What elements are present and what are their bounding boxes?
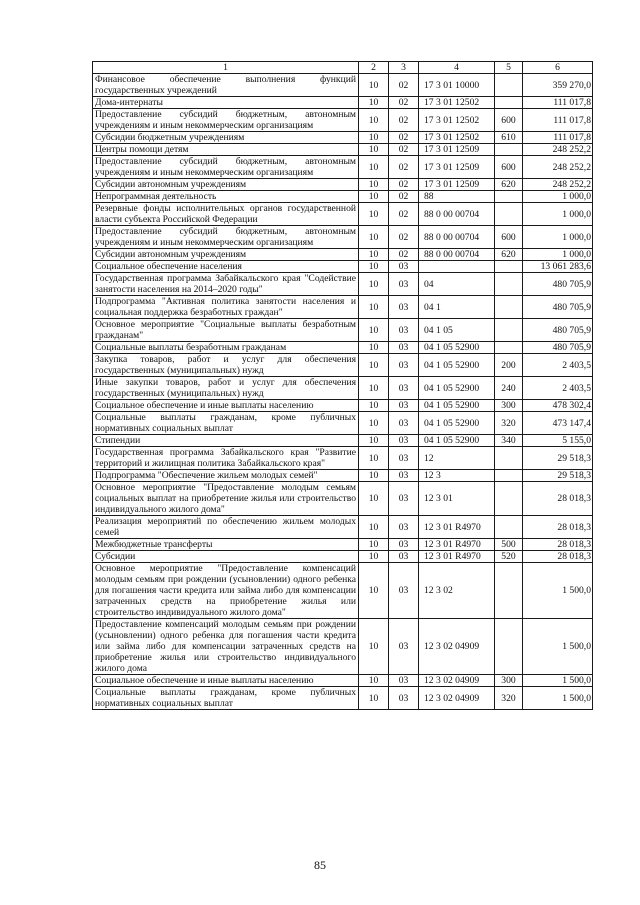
cell-target-article: 17 3 01 12502 [419, 132, 495, 144]
cell-name: Субсидии автономным учреждениям [93, 179, 359, 191]
cell-amount: 248 252,2 [523, 144, 593, 156]
table-row [93, 539, 593, 551]
cell-subsection: 03 [389, 435, 419, 447]
cell-section: 10 [359, 516, 389, 539]
cell-section: 10 [359, 482, 389, 516]
cell-section: 10 [359, 249, 389, 261]
table-row [93, 319, 593, 342]
cell-name: Подпрограмма "Обеспечение жильем молодых семей" [93, 470, 359, 482]
cell-amount: 480 705,9 [523, 319, 593, 342]
cell-expense-type [495, 203, 523, 226]
cell-target-article: 04 1 05 52900 [419, 342, 495, 354]
cell-subsection: 03 [389, 412, 419, 435]
cell-amount: 111 017,8 [523, 132, 593, 144]
cell-target-article: 12 3 01 R4970 [419, 551, 495, 563]
cell-amount: 1 500,0 [523, 687, 593, 710]
table-row [93, 226, 593, 249]
column-header-name: 1 [93, 62, 359, 74]
cell-subsection: 03 [389, 482, 419, 516]
cell-expense-type: 600 [495, 109, 523, 132]
cell-subsection: 02 [389, 249, 419, 261]
cell-section: 10 [359, 687, 389, 710]
table-row [93, 296, 593, 319]
cell-subsection: 02 [389, 226, 419, 249]
cell-section: 10 [359, 109, 389, 132]
table-row [93, 203, 593, 226]
cell-name: Непрограммная деятельность [93, 191, 359, 203]
cell-name: Основное мероприятие "Предоставление компенсаций молодым семьям при рождении (усыновлении) одного ребенка для погашения части кредита или займа либо для компенсации затраченных средств на приобретение жилья или строительство индивидуального жилого дома" [93, 563, 359, 619]
table-row [93, 447, 593, 470]
cell-target-article: 04 1 05 52900 [419, 435, 495, 447]
table-row [93, 132, 593, 144]
cell-subsection: 02 [389, 203, 419, 226]
cell-amount: 29 518,3 [523, 470, 593, 482]
cell-target-article: 04 1 05 52900 [419, 354, 495, 377]
cell-target-article: 04 [419, 273, 495, 296]
cell-section: 10 [359, 97, 389, 109]
table-row [93, 179, 593, 191]
cell-amount: 2 403,5 [523, 377, 593, 400]
cell-expense-type [495, 516, 523, 539]
cell-amount: 28 018,3 [523, 539, 593, 551]
cell-amount: 359 270,0 [523, 74, 593, 97]
cell-name: Подпрограмма "Активная политика занятости населения и социальная поддержка безработных граждан" [93, 296, 359, 319]
cell-amount: 29 518,3 [523, 447, 593, 470]
cell-subsection: 03 [389, 470, 419, 482]
cell-target-article: 17 3 01 12509 [419, 156, 495, 179]
cell-name: Социальное обеспечение и иные выплаты населению [93, 400, 359, 412]
cell-expense-type: 620 [495, 249, 523, 261]
cell-expense-type: 500 [495, 539, 523, 551]
table-row [93, 377, 593, 400]
cell-section: 10 [359, 412, 389, 435]
cell-name: Центры помощи детям [93, 144, 359, 156]
cell-section: 10 [359, 354, 389, 377]
cell-section: 10 [359, 377, 389, 400]
cell-subsection: 03 [389, 377, 419, 400]
cell-target-article: 17 3 01 12509 [419, 144, 495, 156]
cell-target-article: 04 1 05 52900 [419, 400, 495, 412]
cell-expense-type [495, 144, 523, 156]
table-row [93, 354, 593, 377]
cell-target-article: 12 3 02 [419, 563, 495, 619]
cell-expense-type [495, 470, 523, 482]
cell-expense-type [495, 563, 523, 619]
cell-target-article: 88 0 00 00704 [419, 249, 495, 261]
cell-expense-type [495, 619, 523, 675]
cell-section: 10 [359, 470, 389, 482]
cell-amount: 248 252,2 [523, 179, 593, 191]
cell-expense-type: 300 [495, 675, 523, 687]
cell-section: 10 [359, 273, 389, 296]
cell-name: Резервные фонды исполнительных органов государственной власти субъекта Российской Федерации [93, 203, 359, 226]
cell-target-article: 04 1 05 52900 [419, 377, 495, 400]
table-row [93, 675, 593, 687]
cell-name: Дома-интернаты [93, 97, 359, 109]
table-row [93, 400, 593, 412]
cell-section: 10 [359, 675, 389, 687]
cell-target-article: 17 3 01 12509 [419, 179, 495, 191]
cell-name: Социальные выплаты гражданам, кроме публичных нормативных социальных выплат [93, 687, 359, 710]
cell-expense-type [495, 97, 523, 109]
cell-name: Субсидии автономным учреждениям [93, 249, 359, 261]
table-row [93, 435, 593, 447]
cell-section: 10 [359, 203, 389, 226]
table-row [93, 191, 593, 203]
cell-subsection: 03 [389, 675, 419, 687]
cell-expense-type: 600 [495, 226, 523, 249]
cell-subsection: 03 [389, 354, 419, 377]
table-row [93, 273, 593, 296]
cell-subsection: 03 [389, 516, 419, 539]
cell-target-article: 88 0 00 00704 [419, 226, 495, 249]
cell-section: 10 [359, 447, 389, 470]
cell-target-article: 04 1 [419, 296, 495, 319]
cell-subsection: 02 [389, 144, 419, 156]
table-row [93, 516, 593, 539]
cell-amount: 1 500,0 [523, 563, 593, 619]
cell-name: Закупка товаров, работ и услуг для обеспечения государственных (муниципальных) нужд [93, 354, 359, 377]
cell-name: Предоставление компенсаций молодым семьям при рождении (усыновлении) одного ребенка для погашения части кредита или займа либо для компенсации затраченных средств на приобретение жилья или строительство индивидуального жилого дома [93, 619, 359, 675]
cell-section: 10 [359, 179, 389, 191]
cell-subsection: 03 [389, 619, 419, 675]
cell-amount: 248 252,2 [523, 156, 593, 179]
cell-name: Социальное обеспечение и иные выплаты населению [93, 675, 359, 687]
table-row [93, 470, 593, 482]
cell-expense-type: 600 [495, 156, 523, 179]
cell-section: 10 [359, 619, 389, 675]
table-row [93, 156, 593, 179]
table-body [93, 74, 593, 710]
cell-amount: 1 000,0 [523, 191, 593, 203]
table-row [93, 144, 593, 156]
cell-section: 10 [359, 551, 389, 563]
cell-amount: 1 500,0 [523, 675, 593, 687]
cell-amount: 480 705,9 [523, 273, 593, 296]
cell-expense-type: 520 [495, 551, 523, 563]
cell-expense-type: 340 [495, 435, 523, 447]
cell-expense-type: 200 [495, 354, 523, 377]
cell-section: 10 [359, 156, 389, 179]
cell-subsection: 03 [389, 319, 419, 342]
cell-target-article: 12 3 01 R4970 [419, 539, 495, 551]
cell-name: Межбюджетные трансферты [93, 539, 359, 551]
cell-section: 10 [359, 342, 389, 354]
cell-expense-type: 610 [495, 132, 523, 144]
table-row [93, 482, 593, 516]
table-row [93, 109, 593, 132]
cell-name: Предоставление субсидий бюджетным, автономным учреждениям и иным некоммерческим организациям [93, 226, 359, 249]
cell-target-article: 12 3 01 [419, 482, 495, 516]
cell-expense-type [495, 191, 523, 203]
cell-amount: 1 000,0 [523, 226, 593, 249]
cell-section: 10 [359, 132, 389, 144]
table-row [93, 412, 593, 435]
table-row [93, 97, 593, 109]
cell-section: 10 [359, 435, 389, 447]
cell-section: 10 [359, 296, 389, 319]
cell-amount: 478 302,4 [523, 400, 593, 412]
cell-expense-type: 320 [495, 412, 523, 435]
table-row [93, 74, 593, 97]
cell-target-article: 88 0 00 00704 [419, 203, 495, 226]
cell-subsection: 02 [389, 191, 419, 203]
cell-name: Предоставление субсидий бюджетным, автономным учреждениям и иным некоммерческим организациям [93, 109, 359, 132]
cell-target-article: 04 1 05 52900 [419, 412, 495, 435]
cell-amount: 28 018,3 [523, 482, 593, 516]
cell-name: Социальные выплаты безработным гражданам [93, 342, 359, 354]
table-header-row [93, 62, 593, 74]
cell-name: Основное мероприятие "Предоставление молодым семьям социальных выплат на приобретение жилья или строительство индивидуального жилого дома" [93, 482, 359, 516]
cell-amount: 2 403,5 [523, 354, 593, 377]
cell-expense-type [495, 273, 523, 296]
cell-expense-type [495, 482, 523, 516]
cell-expense-type: 320 [495, 687, 523, 710]
cell-amount: 1 000,0 [523, 203, 593, 226]
cell-subsection: 02 [389, 74, 419, 97]
cell-subsection: 03 [389, 539, 419, 551]
cell-target-article: 17 3 01 12502 [419, 97, 495, 109]
cell-subsection: 03 [389, 273, 419, 296]
cell-expense-type [495, 342, 523, 354]
cell-subsection: 02 [389, 156, 419, 179]
cell-name: Основное мероприятие "Социальные выплаты безработным гражданам" [93, 319, 359, 342]
table-row [93, 619, 593, 675]
cell-target-article [419, 261, 495, 273]
cell-name: Субсидии [93, 551, 359, 563]
cell-target-article: 88 [419, 191, 495, 203]
cell-expense-type: 620 [495, 179, 523, 191]
column-header-amount: 6 [523, 62, 593, 74]
cell-target-article: 12 [419, 447, 495, 470]
cell-amount: 480 705,9 [523, 296, 593, 319]
column-header-section: 2 [359, 62, 389, 74]
cell-amount: 111 017,8 [523, 109, 593, 132]
cell-amount: 13 061 283,6 [523, 261, 593, 273]
cell-section: 10 [359, 261, 389, 273]
cell-section: 10 [359, 74, 389, 97]
cell-amount: 1 000,0 [523, 249, 593, 261]
cell-name: Иные закупки товаров, работ и услуг для обеспечения государственных (муниципальных) нужд [93, 377, 359, 400]
cell-section: 10 [359, 226, 389, 249]
cell-section: 10 [359, 144, 389, 156]
cell-section: 10 [359, 563, 389, 619]
cell-subsection: 03 [389, 261, 419, 273]
cell-amount: 111 017,8 [523, 97, 593, 109]
cell-name: Предоставление субсидий бюджетным, автономным учреждениям и иным некоммерческим организациям [93, 156, 359, 179]
cell-target-article: 12 3 01 R4970 [419, 516, 495, 539]
cell-target-article: 17 3 01 12502 [419, 109, 495, 132]
cell-name: Государственная программа Забайкальского края "Содействие занятости населения на 2014–2020 годы" [93, 273, 359, 296]
cell-amount: 473 147,4 [523, 412, 593, 435]
cell-subsection: 02 [389, 179, 419, 191]
cell-amount: 5 155,0 [523, 435, 593, 447]
cell-name: Реализация мероприятий по обеспечению жильем молодых семей [93, 516, 359, 539]
cell-target-article: 04 1 05 [419, 319, 495, 342]
cell-target-article: 12 3 02 04909 [419, 619, 495, 675]
cell-subsection: 03 [389, 447, 419, 470]
cell-expense-type [495, 447, 523, 470]
cell-subsection: 02 [389, 109, 419, 132]
cell-section: 10 [359, 191, 389, 203]
table-row [93, 249, 593, 261]
cell-amount: 1 500,0 [523, 619, 593, 675]
cell-subsection: 03 [389, 687, 419, 710]
cell-amount: 28 018,3 [523, 516, 593, 539]
cell-name: Стипендии [93, 435, 359, 447]
cell-name: Субсидии бюджетным учреждениям [93, 132, 359, 144]
budget-table [92, 61, 593, 710]
cell-target-article: 12 3 02 04909 [419, 687, 495, 710]
cell-amount: 28 018,3 [523, 551, 593, 563]
cell-name: Социальные выплаты гражданам, кроме публичных нормативных социальных выплат [93, 412, 359, 435]
cell-subsection: 03 [389, 563, 419, 619]
cell-amount: 480 705,9 [523, 342, 593, 354]
cell-section: 10 [359, 539, 389, 551]
column-header-target-article: 4 [419, 62, 495, 74]
page-number: 85 [314, 858, 326, 872]
cell-target-article: 12 3 02 04909 [419, 675, 495, 687]
table-row [93, 563, 593, 619]
cell-subsection: 03 [389, 296, 419, 319]
table-row [93, 261, 593, 273]
cell-subsection: 03 [389, 400, 419, 412]
cell-expense-type [495, 74, 523, 97]
column-header-expense-type: 5 [495, 62, 523, 74]
cell-expense-type: 240 [495, 377, 523, 400]
cell-subsection: 03 [389, 342, 419, 354]
table-row [93, 551, 593, 563]
cell-subsection: 02 [389, 97, 419, 109]
cell-expense-type [495, 261, 523, 273]
column-header-subsection: 3 [389, 62, 419, 74]
cell-expense-type: 300 [495, 400, 523, 412]
table-row [93, 342, 593, 354]
cell-name: Государственная программа Забайкальского края "Развитие территорий и жилищная политика Забайкальского края" [93, 447, 359, 470]
cell-name: Социальное обеспечение населения [93, 261, 359, 273]
cell-subsection: 03 [389, 551, 419, 563]
cell-target-article: 17 3 01 10000 [419, 74, 495, 97]
table-row [93, 687, 593, 710]
cell-name: Финансовое обеспечение выполнения функций государственных учреждений [93, 74, 359, 97]
cell-subsection: 02 [389, 132, 419, 144]
cell-target-article: 12 3 [419, 470, 495, 482]
cell-section: 10 [359, 319, 389, 342]
cell-expense-type [495, 296, 523, 319]
cell-section: 10 [359, 400, 389, 412]
cell-expense-type [495, 319, 523, 342]
